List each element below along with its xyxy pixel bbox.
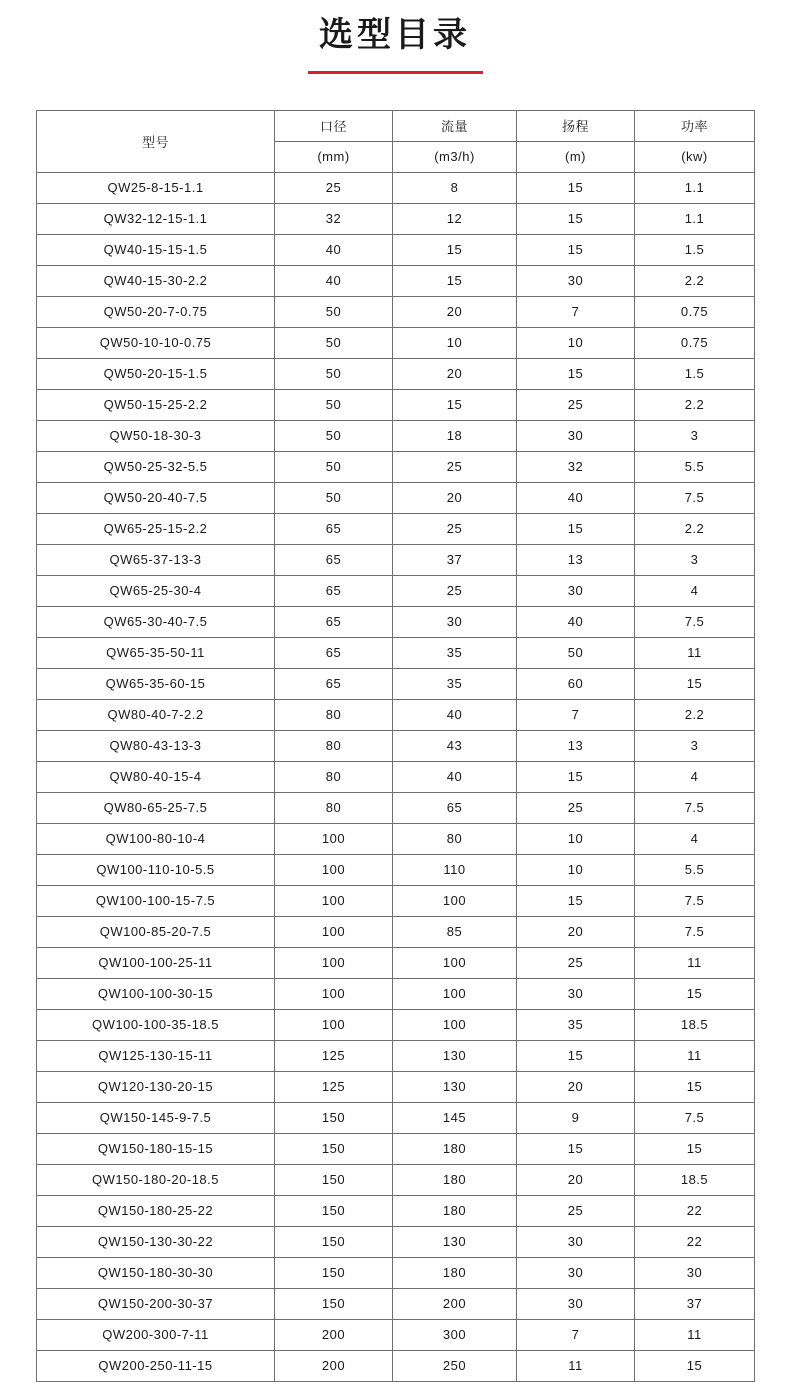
cell-model: QW65-37-13-3	[37, 544, 275, 575]
cell-value: 15	[517, 885, 635, 916]
table-row	[37, 1257, 755, 1288]
cell-model: QW65-25-30-4	[37, 575, 275, 606]
cell-model: QW50-10-10-0.75	[37, 327, 275, 358]
cell-value: 22	[635, 1195, 755, 1226]
cell-value: 7	[517, 1319, 635, 1350]
cell-model: QW150-145-9-7.5	[37, 1102, 275, 1133]
cell-value: 5.5	[635, 854, 755, 885]
cell-model: QW65-30-40-7.5	[37, 606, 275, 637]
cell-model: QW200-250-11-15	[37, 1350, 275, 1381]
cell-value: 37	[393, 544, 517, 575]
cell-value: 50	[275, 296, 393, 327]
cell-value: 100	[393, 1009, 517, 1040]
cell-model: QW100-110-10-5.5	[37, 854, 275, 885]
cell-value: 3	[635, 420, 755, 451]
cell-value: 2.2	[635, 389, 755, 420]
cell-model: QW125-130-15-11	[37, 1040, 275, 1071]
cell-value: 20	[393, 358, 517, 389]
cell-value: 4	[635, 575, 755, 606]
cell-value: 145	[393, 1102, 517, 1133]
cell-value: 150	[275, 1102, 393, 1133]
cell-model: QW100-100-35-18.5	[37, 1009, 275, 1040]
table-row	[37, 1350, 755, 1381]
cell-value: 100	[393, 947, 517, 978]
table-row	[37, 885, 755, 916]
cell-value: 3	[635, 730, 755, 761]
table-row	[37, 234, 755, 265]
cell-model: QW50-20-15-1.5	[37, 358, 275, 389]
cell-model: QW100-100-25-11	[37, 947, 275, 978]
table-row	[37, 1288, 755, 1319]
cell-value: 7.5	[635, 792, 755, 823]
cell-value: 25	[517, 389, 635, 420]
cell-value: 40	[393, 699, 517, 730]
table-row	[37, 1071, 755, 1102]
cell-value: 40	[275, 234, 393, 265]
table-row	[37, 544, 755, 575]
cell-value: 65	[275, 606, 393, 637]
cell-value: 50	[275, 358, 393, 389]
cell-value: 40	[517, 482, 635, 513]
cell-value: 15	[635, 1071, 755, 1102]
cell-value: 18	[393, 420, 517, 451]
cell-value: 180	[393, 1257, 517, 1288]
table-row	[37, 172, 755, 203]
cell-value: 100	[275, 947, 393, 978]
cell-value: 13	[517, 730, 635, 761]
cell-model: QW150-180-30-30	[37, 1257, 275, 1288]
table-row	[37, 668, 755, 699]
cell-value: 100	[393, 885, 517, 916]
cell-value: 80	[275, 792, 393, 823]
column-unit-power: (kw)	[635, 141, 755, 172]
cell-value: 1.5	[635, 234, 755, 265]
cell-value: 130	[393, 1040, 517, 1071]
cell-value: 40	[393, 761, 517, 792]
cell-value: 80	[275, 730, 393, 761]
cell-value: 11	[635, 1040, 755, 1071]
cell-value: 30	[517, 1257, 635, 1288]
table-row	[37, 482, 755, 513]
cell-value: 100	[393, 978, 517, 1009]
cell-model: QW50-20-7-0.75	[37, 296, 275, 327]
page-title: 选型目录	[319, 16, 471, 54]
cell-value: 15	[635, 1133, 755, 1164]
cell-value: 30	[517, 1288, 635, 1319]
cell-value: 1.5	[635, 358, 755, 389]
cell-model: QW50-18-30-3	[37, 420, 275, 451]
cell-value: 4	[635, 761, 755, 792]
cell-value: 10	[393, 327, 517, 358]
column-header-flow: 流量	[393, 110, 517, 141]
cell-value: 150	[275, 1288, 393, 1319]
cell-value: 10	[517, 823, 635, 854]
table-header-row-name	[37, 110, 755, 141]
cell-value: 100	[275, 885, 393, 916]
cell-value: 30	[517, 265, 635, 296]
cell-model: QW100-80-10-4	[37, 823, 275, 854]
cell-value: 15	[635, 668, 755, 699]
cell-value: 15	[635, 978, 755, 1009]
table-row	[37, 1195, 755, 1226]
cell-value: 15	[517, 234, 635, 265]
cell-value: 18.5	[635, 1164, 755, 1195]
cell-value: 11	[635, 637, 755, 668]
cell-value: 50	[275, 482, 393, 513]
cell-value: 9	[517, 1102, 635, 1133]
cell-model: QW150-200-30-37	[37, 1288, 275, 1319]
cell-value: 7	[517, 296, 635, 327]
table-row	[37, 947, 755, 978]
cell-value: 80	[275, 699, 393, 730]
cell-value: 25	[275, 172, 393, 203]
cell-model: QW100-100-30-15	[37, 978, 275, 1009]
table-row	[37, 451, 755, 482]
cell-value: 4	[635, 823, 755, 854]
cell-value: 30	[517, 978, 635, 1009]
cell-value: 80	[275, 761, 393, 792]
column-unit-flow: (m3/h)	[393, 141, 517, 172]
cell-value: 150	[275, 1133, 393, 1164]
table-row	[37, 327, 755, 358]
cell-model: QW32-12-15-1.1	[37, 203, 275, 234]
cell-value: 65	[275, 668, 393, 699]
cell-value: 11	[635, 1319, 755, 1350]
cell-value: 32	[517, 451, 635, 482]
cell-value: 11	[635, 947, 755, 978]
cell-value: 85	[393, 916, 517, 947]
cell-value: 130	[393, 1226, 517, 1257]
cell-value: 20	[517, 1071, 635, 1102]
cell-value: 35	[517, 1009, 635, 1040]
cell-value: 65	[275, 575, 393, 606]
table-row	[37, 978, 755, 1009]
cell-value: 150	[275, 1195, 393, 1226]
cell-value: 100	[275, 978, 393, 1009]
pump-selection-table	[36, 110, 755, 1382]
cell-value: 12	[393, 203, 517, 234]
cell-value: 250	[393, 1350, 517, 1381]
cell-value: 65	[275, 637, 393, 668]
cell-value: 200	[275, 1319, 393, 1350]
cell-value: 40	[275, 265, 393, 296]
cell-value: 65	[393, 792, 517, 823]
table-row	[37, 606, 755, 637]
cell-value: 20	[517, 916, 635, 947]
cell-value: 3	[635, 544, 755, 575]
cell-value: 180	[393, 1164, 517, 1195]
cell-value: 65	[275, 544, 393, 575]
cell-model: QW150-180-25-22	[37, 1195, 275, 1226]
table-row	[37, 575, 755, 606]
cell-value: 50	[517, 637, 635, 668]
cell-value: 100	[275, 916, 393, 947]
cell-value: 15	[517, 1133, 635, 1164]
table-row	[37, 916, 755, 947]
cell-value: 65	[275, 513, 393, 544]
cell-value: 18.5	[635, 1009, 755, 1040]
cell-value: 15	[393, 389, 517, 420]
cell-value: 37	[635, 1288, 755, 1319]
table-row	[37, 1102, 755, 1133]
table-row	[37, 358, 755, 389]
cell-value: 1.1	[635, 172, 755, 203]
cell-model: QW200-300-7-11	[37, 1319, 275, 1350]
cell-value: 30	[393, 606, 517, 637]
column-unit-bore: (mm)	[275, 141, 393, 172]
table-row	[37, 699, 755, 730]
cell-model: QW25-8-15-1.1	[37, 172, 275, 203]
cell-value: 15	[393, 265, 517, 296]
cell-value: 30	[517, 420, 635, 451]
cell-value: 125	[275, 1040, 393, 1071]
cell-value: 15	[517, 172, 635, 203]
cell-value: 7	[517, 699, 635, 730]
cell-value: 25	[517, 1195, 635, 1226]
table-row	[37, 1040, 755, 1071]
cell-model: QW65-35-60-15	[37, 668, 275, 699]
cell-model: QW65-25-15-2.2	[37, 513, 275, 544]
title-underline-rule	[308, 71, 483, 74]
cell-value: 15	[393, 234, 517, 265]
table-row	[37, 296, 755, 327]
table-row	[37, 203, 755, 234]
cell-model: QW40-15-15-1.5	[37, 234, 275, 265]
table-row	[37, 389, 755, 420]
cell-value: 40	[517, 606, 635, 637]
cell-model: QW150-180-15-15	[37, 1133, 275, 1164]
cell-value: 25	[393, 513, 517, 544]
cell-value: 7.5	[635, 482, 755, 513]
cell-model: QW50-15-25-2.2	[37, 389, 275, 420]
cell-model: QW100-100-15-7.5	[37, 885, 275, 916]
table-row	[37, 637, 755, 668]
cell-model: QW150-130-30-22	[37, 1226, 275, 1257]
cell-value: 2.2	[635, 699, 755, 730]
table-head	[37, 110, 755, 172]
cell-value: 7.5	[635, 606, 755, 637]
cell-value: 7.5	[635, 916, 755, 947]
cell-value: 100	[275, 823, 393, 854]
column-header-bore: 口径	[275, 110, 393, 141]
cell-model: QW80-65-25-7.5	[37, 792, 275, 823]
table-row	[37, 1226, 755, 1257]
table-row	[37, 1319, 755, 1350]
cell-value: 30	[635, 1257, 755, 1288]
cell-value: 25	[393, 575, 517, 606]
cell-value: 110	[393, 854, 517, 885]
cell-value: 2.2	[635, 265, 755, 296]
table-row	[37, 730, 755, 761]
table-row	[37, 1133, 755, 1164]
cell-model: QW65-35-50-11	[37, 637, 275, 668]
table-row	[37, 854, 755, 885]
table-row	[37, 265, 755, 296]
cell-value: 20	[393, 482, 517, 513]
cell-value: 15	[517, 513, 635, 544]
cell-model: QW80-40-15-4	[37, 761, 275, 792]
cell-value: 180	[393, 1133, 517, 1164]
table-row	[37, 792, 755, 823]
cell-value: 25	[393, 451, 517, 482]
cell-value: 2.2	[635, 513, 755, 544]
column-header-power: 功率	[635, 110, 755, 141]
cell-value: 25	[517, 947, 635, 978]
cell-value: 150	[275, 1226, 393, 1257]
cell-value: 15	[517, 203, 635, 234]
cell-value: 50	[275, 327, 393, 358]
cell-value: 60	[517, 668, 635, 699]
cell-value: 150	[275, 1257, 393, 1288]
cell-value: 7.5	[635, 1102, 755, 1133]
cell-value: 180	[393, 1195, 517, 1226]
table-body	[37, 172, 755, 1381]
cell-value: 32	[275, 203, 393, 234]
cell-model: QW50-20-40-7.5	[37, 482, 275, 513]
cell-value: 80	[393, 823, 517, 854]
cell-value: 10	[517, 854, 635, 885]
cell-model: QW40-15-30-2.2	[37, 265, 275, 296]
cell-value: 22	[635, 1226, 755, 1257]
cell-value: 200	[393, 1288, 517, 1319]
cell-model: QW150-180-20-18.5	[37, 1164, 275, 1195]
table-row	[37, 1164, 755, 1195]
cell-value: 15	[517, 1040, 635, 1071]
cell-value: 25	[517, 792, 635, 823]
spec-table-wrapper	[0, 110, 790, 1382]
cell-value: 200	[275, 1350, 393, 1381]
cell-value: 15	[517, 761, 635, 792]
column-header-head: 扬程	[517, 110, 635, 141]
cell-value: 11	[517, 1350, 635, 1381]
cell-value: 0.75	[635, 327, 755, 358]
cell-value: 15	[517, 358, 635, 389]
table-row	[37, 420, 755, 451]
cell-value: 0.75	[635, 296, 755, 327]
title-block	[0, 0, 790, 74]
cell-value: 50	[275, 420, 393, 451]
cell-value: 1.1	[635, 203, 755, 234]
cell-value: 50	[275, 451, 393, 482]
table-row	[37, 761, 755, 792]
cell-model: QW120-130-20-15	[37, 1071, 275, 1102]
cell-value: 20	[517, 1164, 635, 1195]
cell-model: QW100-85-20-7.5	[37, 916, 275, 947]
cell-model: QW80-43-13-3	[37, 730, 275, 761]
cell-value: 100	[275, 1009, 393, 1040]
cell-model: QW50-25-32-5.5	[37, 451, 275, 482]
cell-value: 100	[275, 854, 393, 885]
cell-value: 20	[393, 296, 517, 327]
cell-value: 300	[393, 1319, 517, 1350]
table-row	[37, 823, 755, 854]
cell-value: 15	[635, 1350, 755, 1381]
cell-value: 7.5	[635, 885, 755, 916]
cell-value: 30	[517, 1226, 635, 1257]
column-unit-head: (m)	[517, 141, 635, 172]
cell-value: 130	[393, 1071, 517, 1102]
cell-value: 30	[517, 575, 635, 606]
cell-value: 8	[393, 172, 517, 203]
cell-value: 35	[393, 637, 517, 668]
cell-value: 35	[393, 668, 517, 699]
column-header-model: 型号	[37, 110, 275, 172]
cell-value: 13	[517, 544, 635, 575]
cell-value: 10	[517, 327, 635, 358]
cell-model: QW80-40-7-2.2	[37, 699, 275, 730]
cell-value: 43	[393, 730, 517, 761]
cell-value: 125	[275, 1071, 393, 1102]
cell-value: 50	[275, 389, 393, 420]
table-row	[37, 1009, 755, 1040]
cell-value: 150	[275, 1164, 393, 1195]
cell-value: 5.5	[635, 451, 755, 482]
table-row	[37, 513, 755, 544]
